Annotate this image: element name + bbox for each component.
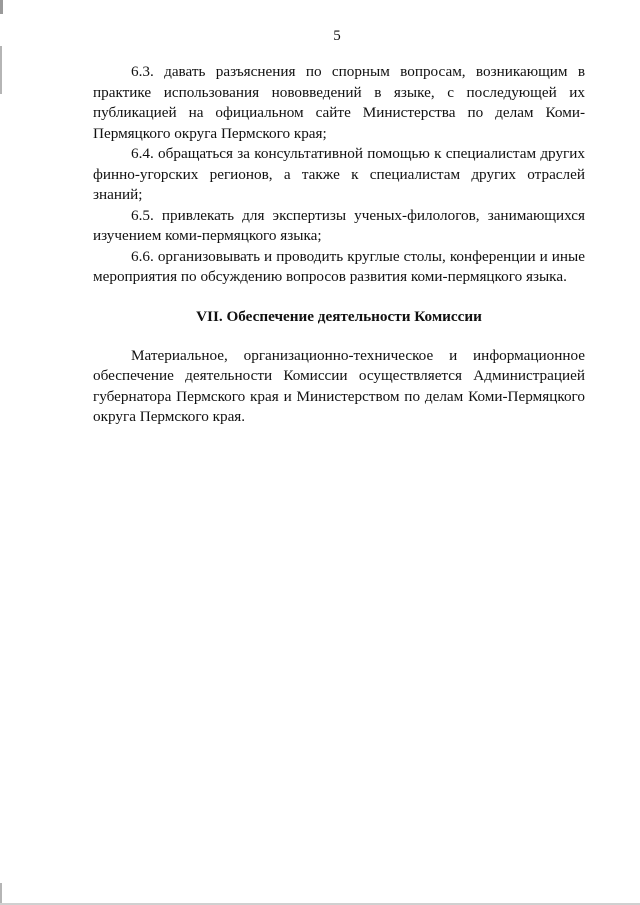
scan-edge-mark <box>0 46 2 94</box>
list-item-6-4: 6.4. обращаться за консультативной помощью к специалистам других финно-угорских регионов, а также к специалистам других отраслей знаний; <box>93 145 585 203</box>
document-body <box>93 62 585 428</box>
scan-edge-mark <box>0 883 2 905</box>
list-item-6-5: 6.5. привлекать для экспертизы ученых-филологов, занимающихся изучением коми-пермяцкого языка; <box>93 206 585 244</box>
scan-edge-mark <box>0 0 3 14</box>
section-heading: VII. Обеспечение деятельности Комиссии <box>196 307 482 325</box>
list-item-6-6: 6.6. организовывать и проводить круглые столы, конференции и иные мероприятия по обсуждению вопросов развития коми-пермяцкого языка. <box>93 247 585 285</box>
list-item-6-3: 6.3. давать разъяснения по спорным вопросам, возникающим в практике использования нововведений в языке, с последующей их публикацией на официальном сайте Министерства по делам Коми-Пермяцкого округа Пермского края; <box>93 63 585 142</box>
page-number: 5 <box>333 28 341 44</box>
section-paragraph: Материальное, организационно-техническое и информационное обеспечение деятельности Комиссии осуществляется Администрацией губернатора Пермского края и Министерством по делам Коми-Пермяцкого округа Пермского края. <box>93 346 585 425</box>
